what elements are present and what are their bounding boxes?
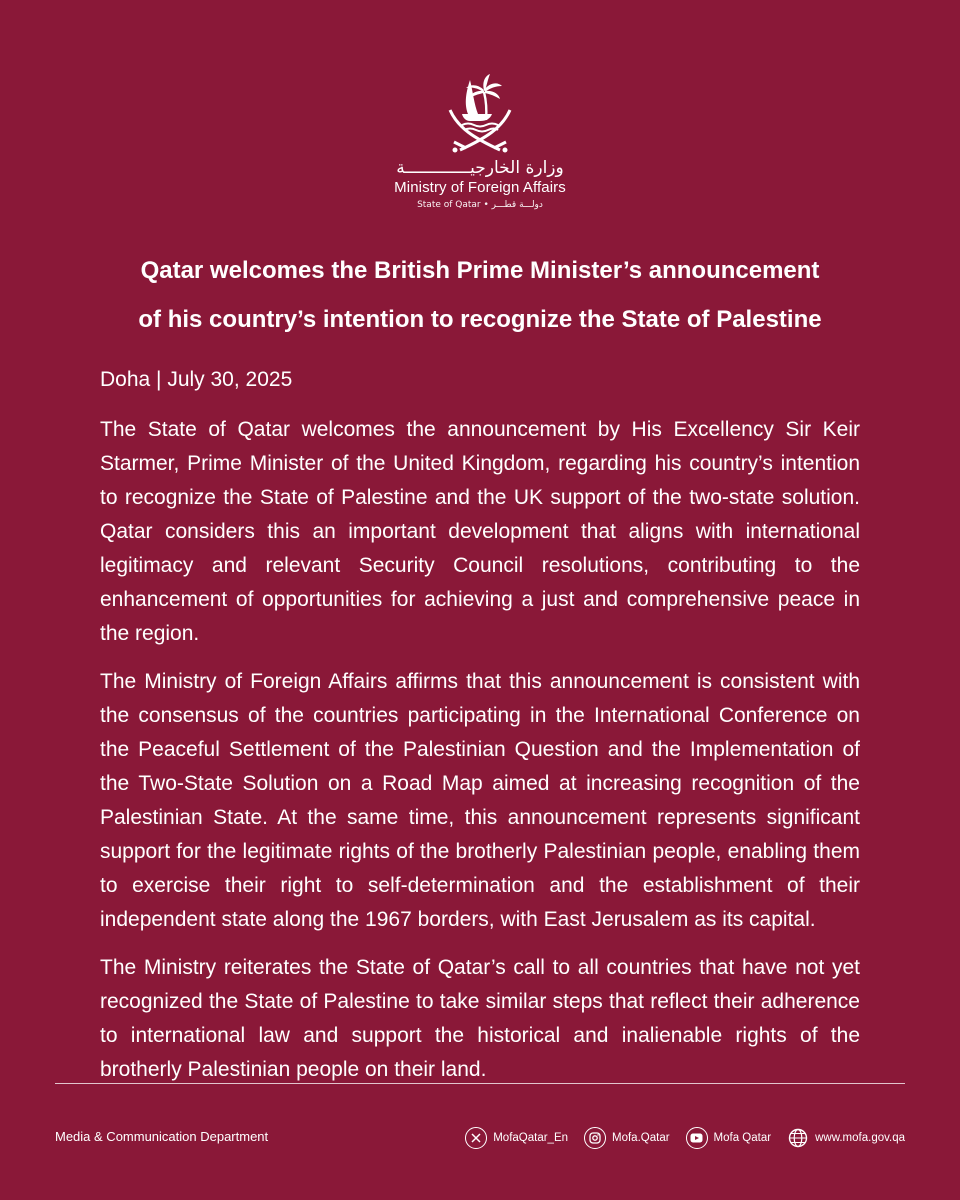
qatar-emblem-icon (440, 70, 520, 154)
instagram-handle: Mofa.Qatar (612, 1132, 670, 1144)
instagram-link[interactable] (584, 1127, 670, 1149)
youtube-handle: Mofa Qatar (713, 1132, 772, 1144)
statement-headline (60, 246, 900, 344)
youtube-icon (686, 1127, 708, 1149)
website-link[interactable] (787, 1127, 905, 1149)
globe-icon (787, 1127, 809, 1149)
headline-line-2: of his country’s intention to recognize the State of Palestine (138, 306, 822, 333)
x-handle: MofaQatar_En (493, 1132, 569, 1144)
paragraph-3: The Ministry reiterates the State of Qatar’s call to all countries that have not yet recognized the State of Palestine to take similar steps that reflect their adherence to international law and support the historical and inalienable rights of the brotherly Palestinian people on their land. (100, 956, 860, 1081)
department-name: Media & Communication Department (55, 1129, 269, 1144)
instagram-icon (584, 1127, 606, 1149)
x-icon (465, 1127, 487, 1149)
logo-arabic-name: وزارة الخارجيـــــــــــــة (396, 158, 564, 178)
dateline: Doha | July 30, 2025 (100, 368, 293, 391)
paragraph-1: The State of Qatar welcomes the announcement by His Excellency Sir Keir Starmer, Prime Minister of the United Kingdom, regarding his country’s intention to recognize the State of Palestine and the UK support of the two-state solution. Qatar considers this an important development that aligns with international legitimacy and relevant Security Council resolutions, contributing to the enhancement of opportunities for achieving a just and comprehensive peace in the region. (100, 418, 860, 645)
logo-subtitle: State of Qatar • دولـــة قطـــر (417, 200, 543, 210)
website-url: www.mofa.gov.qa (815, 1132, 905, 1144)
footer-divider (55, 1083, 905, 1084)
paragraph-2: The Ministry of Foreign Affairs affirms that this announcement is consistent with the consensus of the countries participating in the International Conference on the Peaceful Settlement of the Palestinian Question and the Implementation of the Two-State Solution on a Road Map aimed at increasing recognition of the Palestinian State. At the same time, this announcement represents significant support for the legitimate rights of the brotherly Palestinian people, enabling them to exercise their right to self-determination and the establishment of their independent state along the 1967 borders, with East Jerusalem as its capital. (100, 670, 860, 931)
headline-line-1: Qatar welcomes the British Prime Minister’s announcement (140, 257, 820, 284)
logo-english-name: Ministry of Foreign Affairs (394, 179, 566, 196)
statement-body (100, 363, 860, 1101)
ministry-logo (380, 70, 580, 220)
x-link[interactable] (465, 1127, 568, 1149)
youtube-link[interactable] (686, 1127, 772, 1149)
social-links (465, 1126, 905, 1150)
